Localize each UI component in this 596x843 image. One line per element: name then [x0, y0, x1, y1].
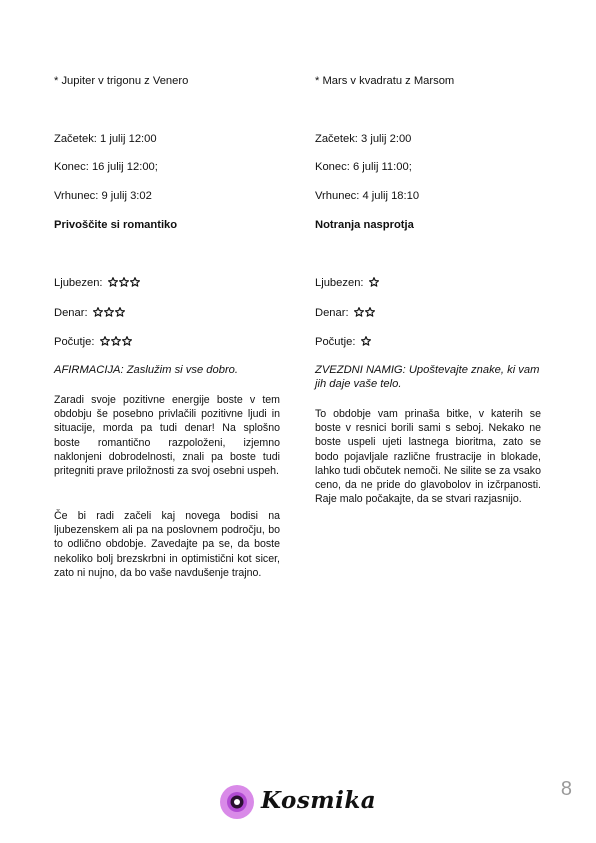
feeling-rating: [54, 335, 133, 350]
end-time: Konec: 6 julij 11:00;: [315, 161, 412, 173]
start-time: Začetek: 1 julij 12:00: [54, 133, 157, 145]
body-paragraph-2: Če bi radi začeli kaj novega bodisi na ljubezenskem ali pa na poslovnem področju, bo to odlično obdobje. Zavedajte pa se, da boste nekoliko bolj brezskrbni in optimistični kot sicer, zato ni nujno, da bo vaše navdušenje trajno.: [54, 510, 280, 579]
love-rating: [54, 276, 141, 291]
star-icon: [354, 307, 364, 317]
body-paragraph-1: To obdobje vam prinaša bitke, v katerih se boste v resnici borili sami s seboj. Nekako ne boste uspeli ujeti lastnega bioritma, zato se bodo pojavljale različne frustracije in blokade, lahko tudi občutek nemoči. Ne silite se za vsako ceno, da ne pride do glavobolov in izčrpanosti. Raje malo počakajte, da se stvari razjasnijo.: [315, 408, 541, 506]
body-paragraph-1: Zaradi svoje pozitivne energije boste v tem obdobju še posebno privlačili pozitivne ljudi in situacije, morda pa tudi denar! Na splošno boste romantično razpoloženi, izjemno naklonjeni dobrodelnosti, znali pa boste tudi pritegniti prave priložnosti za svoj osebni uspeh.: [54, 394, 280, 478]
section-heading: Privoščite si romantiko: [54, 219, 178, 231]
love-label: Ljubezen:: [315, 277, 364, 289]
feeling-stars: [100, 336, 133, 350]
money-rating: [54, 306, 126, 321]
love-stars: [108, 277, 141, 291]
start-time: Začetek: 3 julij 2:00: [315, 133, 412, 145]
feeling-label: Počutje:: [54, 336, 95, 348]
star-icon: [104, 307, 114, 317]
star-icon: [115, 307, 125, 317]
feeling-stars: [361, 336, 372, 350]
money-stars: [93, 307, 126, 321]
end-time: Konec: 16 julij 12:00;: [54, 161, 158, 173]
star-icon: [100, 336, 110, 346]
star-icon: [361, 336, 371, 346]
feeling-rating: [315, 335, 372, 350]
peak-time: Vrhunec: 4 julij 18:10: [315, 190, 420, 202]
kosmika-logo-icon: [220, 785, 254, 819]
money-stars: [354, 307, 376, 321]
star-icon: [93, 307, 103, 317]
affirmation: AFIRMACIJA: Zaslužim si vse dobro.: [54, 364, 239, 376]
aspect-title: * Mars v kvadratu z Marsom: [315, 75, 455, 87]
star-icon: [108, 277, 118, 287]
logo-center: [234, 799, 240, 805]
star-icon: [119, 277, 129, 287]
star-icon: [111, 336, 121, 346]
money-label: Denar:: [54, 307, 88, 319]
section-heading: Notranja nasprotja: [315, 219, 414, 231]
star-icon: [365, 307, 375, 317]
love-stars: [369, 277, 380, 291]
footer-logo: [220, 785, 380, 821]
money-label: Denar:: [315, 307, 349, 319]
star-icon: [122, 336, 132, 346]
love-label: Ljubezen:: [54, 277, 103, 289]
money-rating: [315, 306, 376, 321]
love-rating: [315, 276, 380, 291]
feeling-label: Počutje:: [315, 336, 356, 348]
star-icon: [130, 277, 140, 287]
brand-name: Kosmika: [261, 787, 377, 814]
star-tip: ZVEZDNI NAMIG: Upoštevajte znake, ki vam jih daje vaše telo.: [315, 364, 540, 390]
page-number: 8: [560, 778, 572, 800]
star-icon: [369, 277, 379, 287]
aspect-title: * Jupiter v trigonu z Venero: [54, 75, 189, 87]
peak-time: Vrhunec: 9 julij 3:02: [54, 190, 152, 202]
